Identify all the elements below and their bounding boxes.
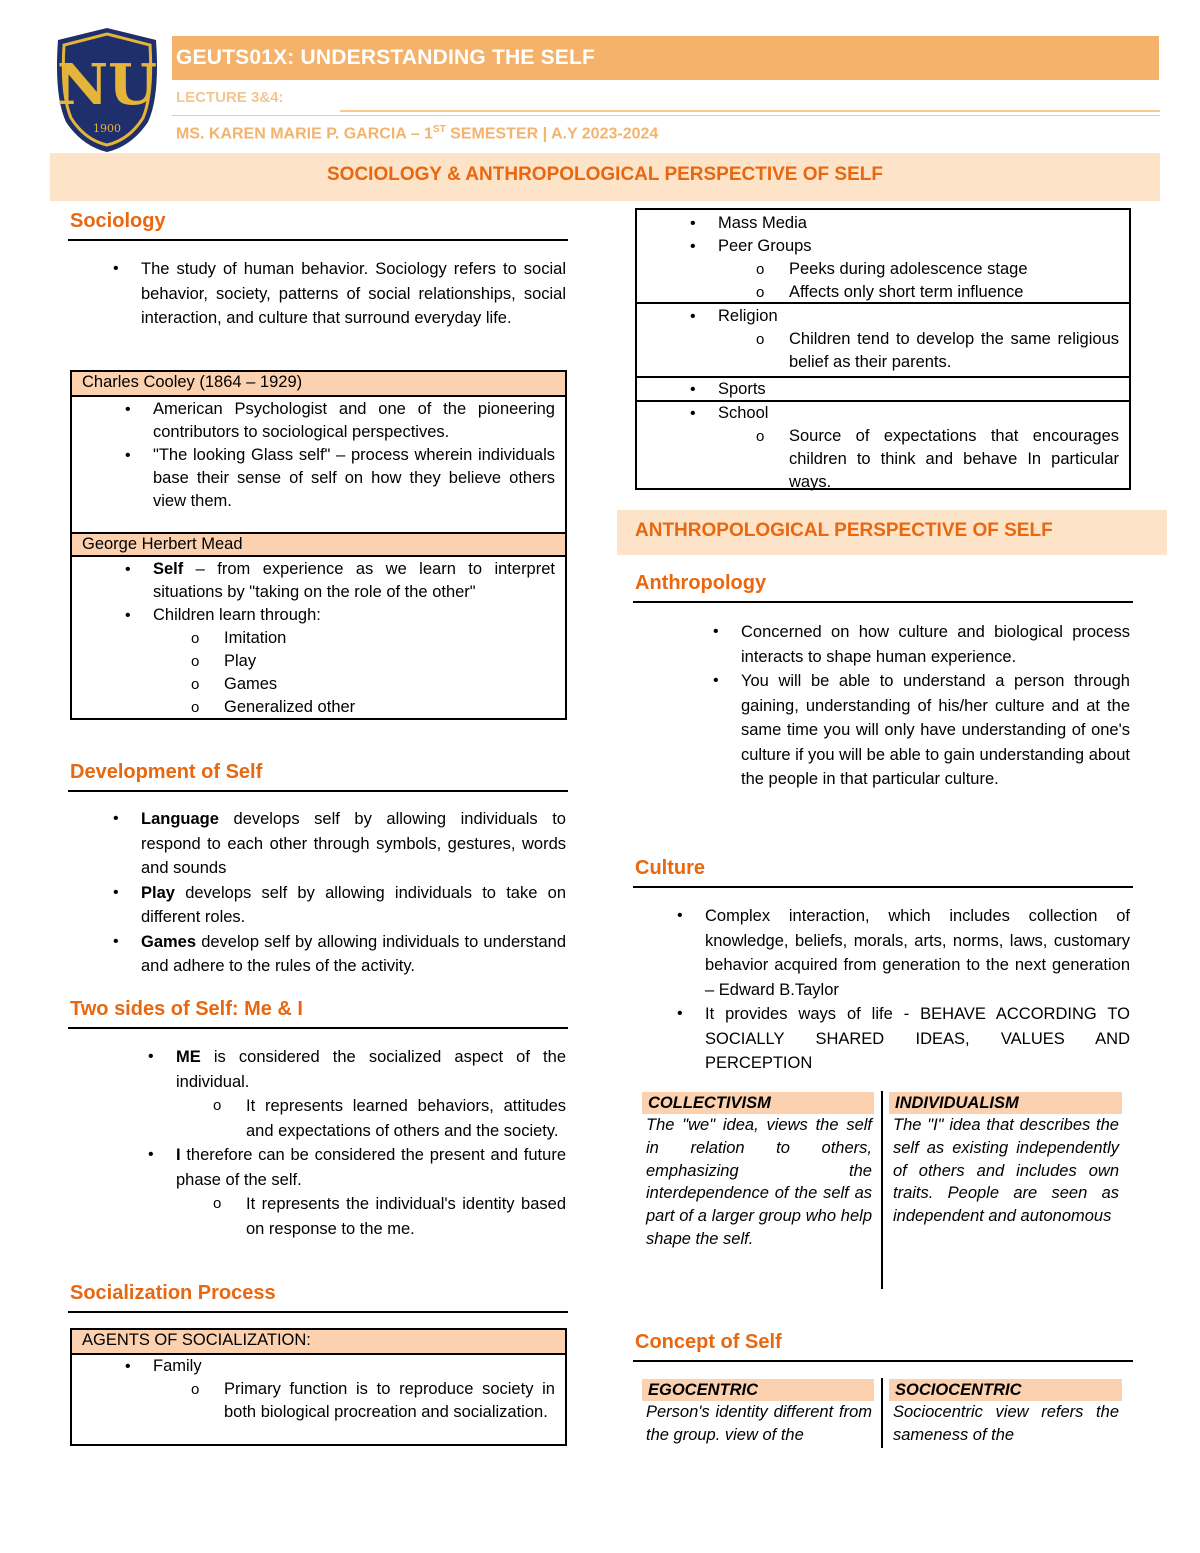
- list-item: • Games develop self by allowing individuals to understand and adhere to the rules of the activity.: [141, 930, 566, 979]
- lecture-label: LECTURE 3&4:: [176, 89, 284, 106]
- individualism-heading: INDIVIDUALISM: [889, 1092, 1122, 1114]
- i-sublist: [176, 1192, 566, 1241]
- culture-heading: Culture: [635, 857, 705, 879]
- section-rule: [633, 886, 1133, 888]
- individualism-text: The "I" idea that describes the self as existing independently of others and includes own traits. People are seen as independent and autonomous: [893, 1116, 1119, 1226]
- sports-list: [637, 378, 1129, 400]
- anthropology-list: [741, 620, 1130, 792]
- two-sides-list: [176, 1045, 566, 1241]
- cooley-list: [72, 397, 565, 532]
- me-sublist: [176, 1094, 566, 1143]
- list-item: • Language develops self by allowing individuals to respond to each other through symbols, gestures, words and sounds: [141, 807, 566, 881]
- anthro-title: ANTHROPOLOGICAL PERSPECTIVE OF SELF: [635, 520, 1053, 541]
- header-divider: [340, 110, 1160, 112]
- media-peer-list: [637, 210, 1129, 302]
- column-divider: [881, 1091, 883, 1289]
- collectivism-text: The "we" idea, views the self in relation to others, emphasizing the interdependence of the self as part of a larger group who help shape the self.: [646, 1116, 872, 1248]
- religion-list: [637, 304, 1129, 376]
- list-item: • Self – from experience as we learn to interpret situations by "taking on the role of the other": [153, 558, 555, 604]
- section-rule: [68, 1311, 568, 1313]
- concept-heading: Concept of Self: [635, 1331, 782, 1353]
- religion-sublist: [718, 328, 1119, 374]
- section-rule: [68, 1027, 568, 1029]
- list-item: • Children learn through: o Imitation o Play o Games o Generalized other: [153, 604, 555, 719]
- sociology-heading: Sociology: [70, 210, 166, 232]
- list-item: • I therefore can be considered the present and future phase of the self. o It represents the individual's identity based on response to the me.: [176, 1143, 566, 1241]
- main-title: SOCIOLOGY & ANTHROPOLOGICAL PERSPECTIVE OF SELF: [327, 164, 883, 185]
- development-list: [141, 807, 566, 979]
- section-rule: [633, 601, 1133, 603]
- list-item: o It represents the individual's identity based on response to the me.: [246, 1192, 566, 1241]
- svg-text:1900: 1900: [93, 122, 121, 135]
- header-divider-2: [172, 115, 1160, 116]
- list-item: • Mass Media: [718, 212, 1119, 235]
- anthropology-heading: Anthropology: [635, 572, 767, 594]
- list-item: o Source of expectations that encourages children to think and behave In particular ways.: [789, 425, 1119, 494]
- list-item: • Peer Groups o Peeks during adolescence stage o Affects only short term influence: [718, 235, 1119, 304]
- egocentric-heading: EGOCENTRIC: [642, 1379, 874, 1401]
- school-sublist: [718, 425, 1119, 494]
- egocentric-text: Person's identity different from the group. view of the: [646, 1403, 872, 1444]
- agents-continued-box: [635, 208, 1131, 490]
- collectivism-heading: COLLECTIVISM: [642, 1092, 874, 1114]
- instructor-line: MS. KAREN MARIE P. GARCIA – 1ST SEMESTER | A.Y 2023-2024: [176, 124, 659, 143]
- list-item: o Play: [224, 650, 555, 673]
- list-item: o Children tend to develop the same religious belief as their parents.: [789, 328, 1119, 374]
- theorists-box: [70, 370, 567, 720]
- list-item: • "The looking Glass self" – process wherein individuals base their sense of self on how they believe others view them.: [153, 444, 555, 513]
- list-item: • Play develops self by allowing individuals to take on different roles.: [141, 881, 566, 930]
- sociology-list: [141, 257, 566, 331]
- mead-sublist: [153, 627, 555, 719]
- list-item: • School o Source of expectations that encourages children to think and behave In particular ways.: [718, 402, 1119, 494]
- list-item: • Family o Primary function is to reproduce society in both biological procreation and socialization.: [153, 1355, 555, 1424]
- school-list: [637, 402, 1129, 494]
- sociocentric-text: Sociocentric view refers the sameness of the: [893, 1403, 1119, 1444]
- agents-box: [70, 1328, 567, 1446]
- list-item: • You will be able to understand a person through gaining, understanding of his/her culture and at the same time you will only have understanding of one's culture if you will be able to gain understanding about the people in that particular culture.: [741, 669, 1130, 792]
- list-item: • Sports: [718, 378, 1119, 401]
- list-item: o Generalized other: [224, 696, 555, 719]
- list-item: o Imitation: [224, 627, 555, 650]
- list-item: o Peeks during adolescence stage: [789, 258, 1119, 281]
- list-item: • It provides ways of life - BEHAVE ACCORDING TO SOCIALLY SHARED IDEAS, VALUES AND PERCEPTION: [705, 1002, 1130, 1076]
- sociocentric-heading: SOCIOCENTRIC: [889, 1379, 1122, 1401]
- list-item: o Affects only short term influence: [789, 281, 1119, 304]
- mead-list: [72, 557, 565, 719]
- peer-sublist: [718, 258, 1119, 304]
- section-rule: [633, 1360, 1133, 1362]
- list-item: o Primary function is to reproduce society in both biological procreation and socialization.: [224, 1378, 555, 1424]
- list-item: • American Psychologist and one of the pioneering contributors to sociological perspectives.: [153, 398, 555, 444]
- list-item: • Religion o Children tend to develop the same religious belief as their parents.: [718, 305, 1119, 374]
- family-sublist: [153, 1378, 555, 1424]
- culture-list: [705, 904, 1130, 1076]
- section-rule: [68, 239, 568, 241]
- agents-list: [72, 1355, 565, 1424]
- course-title: GEUTS01X: UNDERSTANDING THE SELF: [176, 46, 596, 69]
- list-item: • Complex interaction, which includes collection of knowledge, beliefs, morals, arts, norms, laws, customary behavior acquired from generation to the next generation – Edward B.Taylor: [705, 904, 1130, 1002]
- socialization-heading: Socialization Process: [70, 1282, 276, 1304]
- list-item: • ME is considered the socialized aspect of the individual. o It represents learned behaviors, attitudes and expectations of others and the society.: [176, 1045, 566, 1143]
- svg-text:NU: NU: [56, 52, 158, 118]
- list-item: • The study of human behavior. Sociology refers to social behavior, society, patterns of social relationships, social interaction, and culture that surround everyday life.: [141, 257, 566, 331]
- mead-heading: George Herbert Mead: [72, 532, 565, 557]
- development-heading: Development of Self: [70, 761, 263, 783]
- list-item: o Games: [224, 673, 555, 696]
- agents-heading: AGENTS OF SOCIALIZATION:: [72, 1330, 565, 1355]
- cooley-heading: Charles Cooley (1864 – 1929): [72, 372, 565, 397]
- list-item: o It represents learned behaviors, attitudes and expectations of others and the society.: [246, 1094, 566, 1143]
- column-divider: [881, 1378, 883, 1448]
- university-crest-logo: [52, 26, 162, 154]
- two-sides-heading: Two sides of Self: Me & I: [70, 998, 303, 1020]
- section-rule: [68, 790, 568, 792]
- list-item: • Concerned on how culture and biological process interacts to shape human experience.: [741, 620, 1130, 669]
